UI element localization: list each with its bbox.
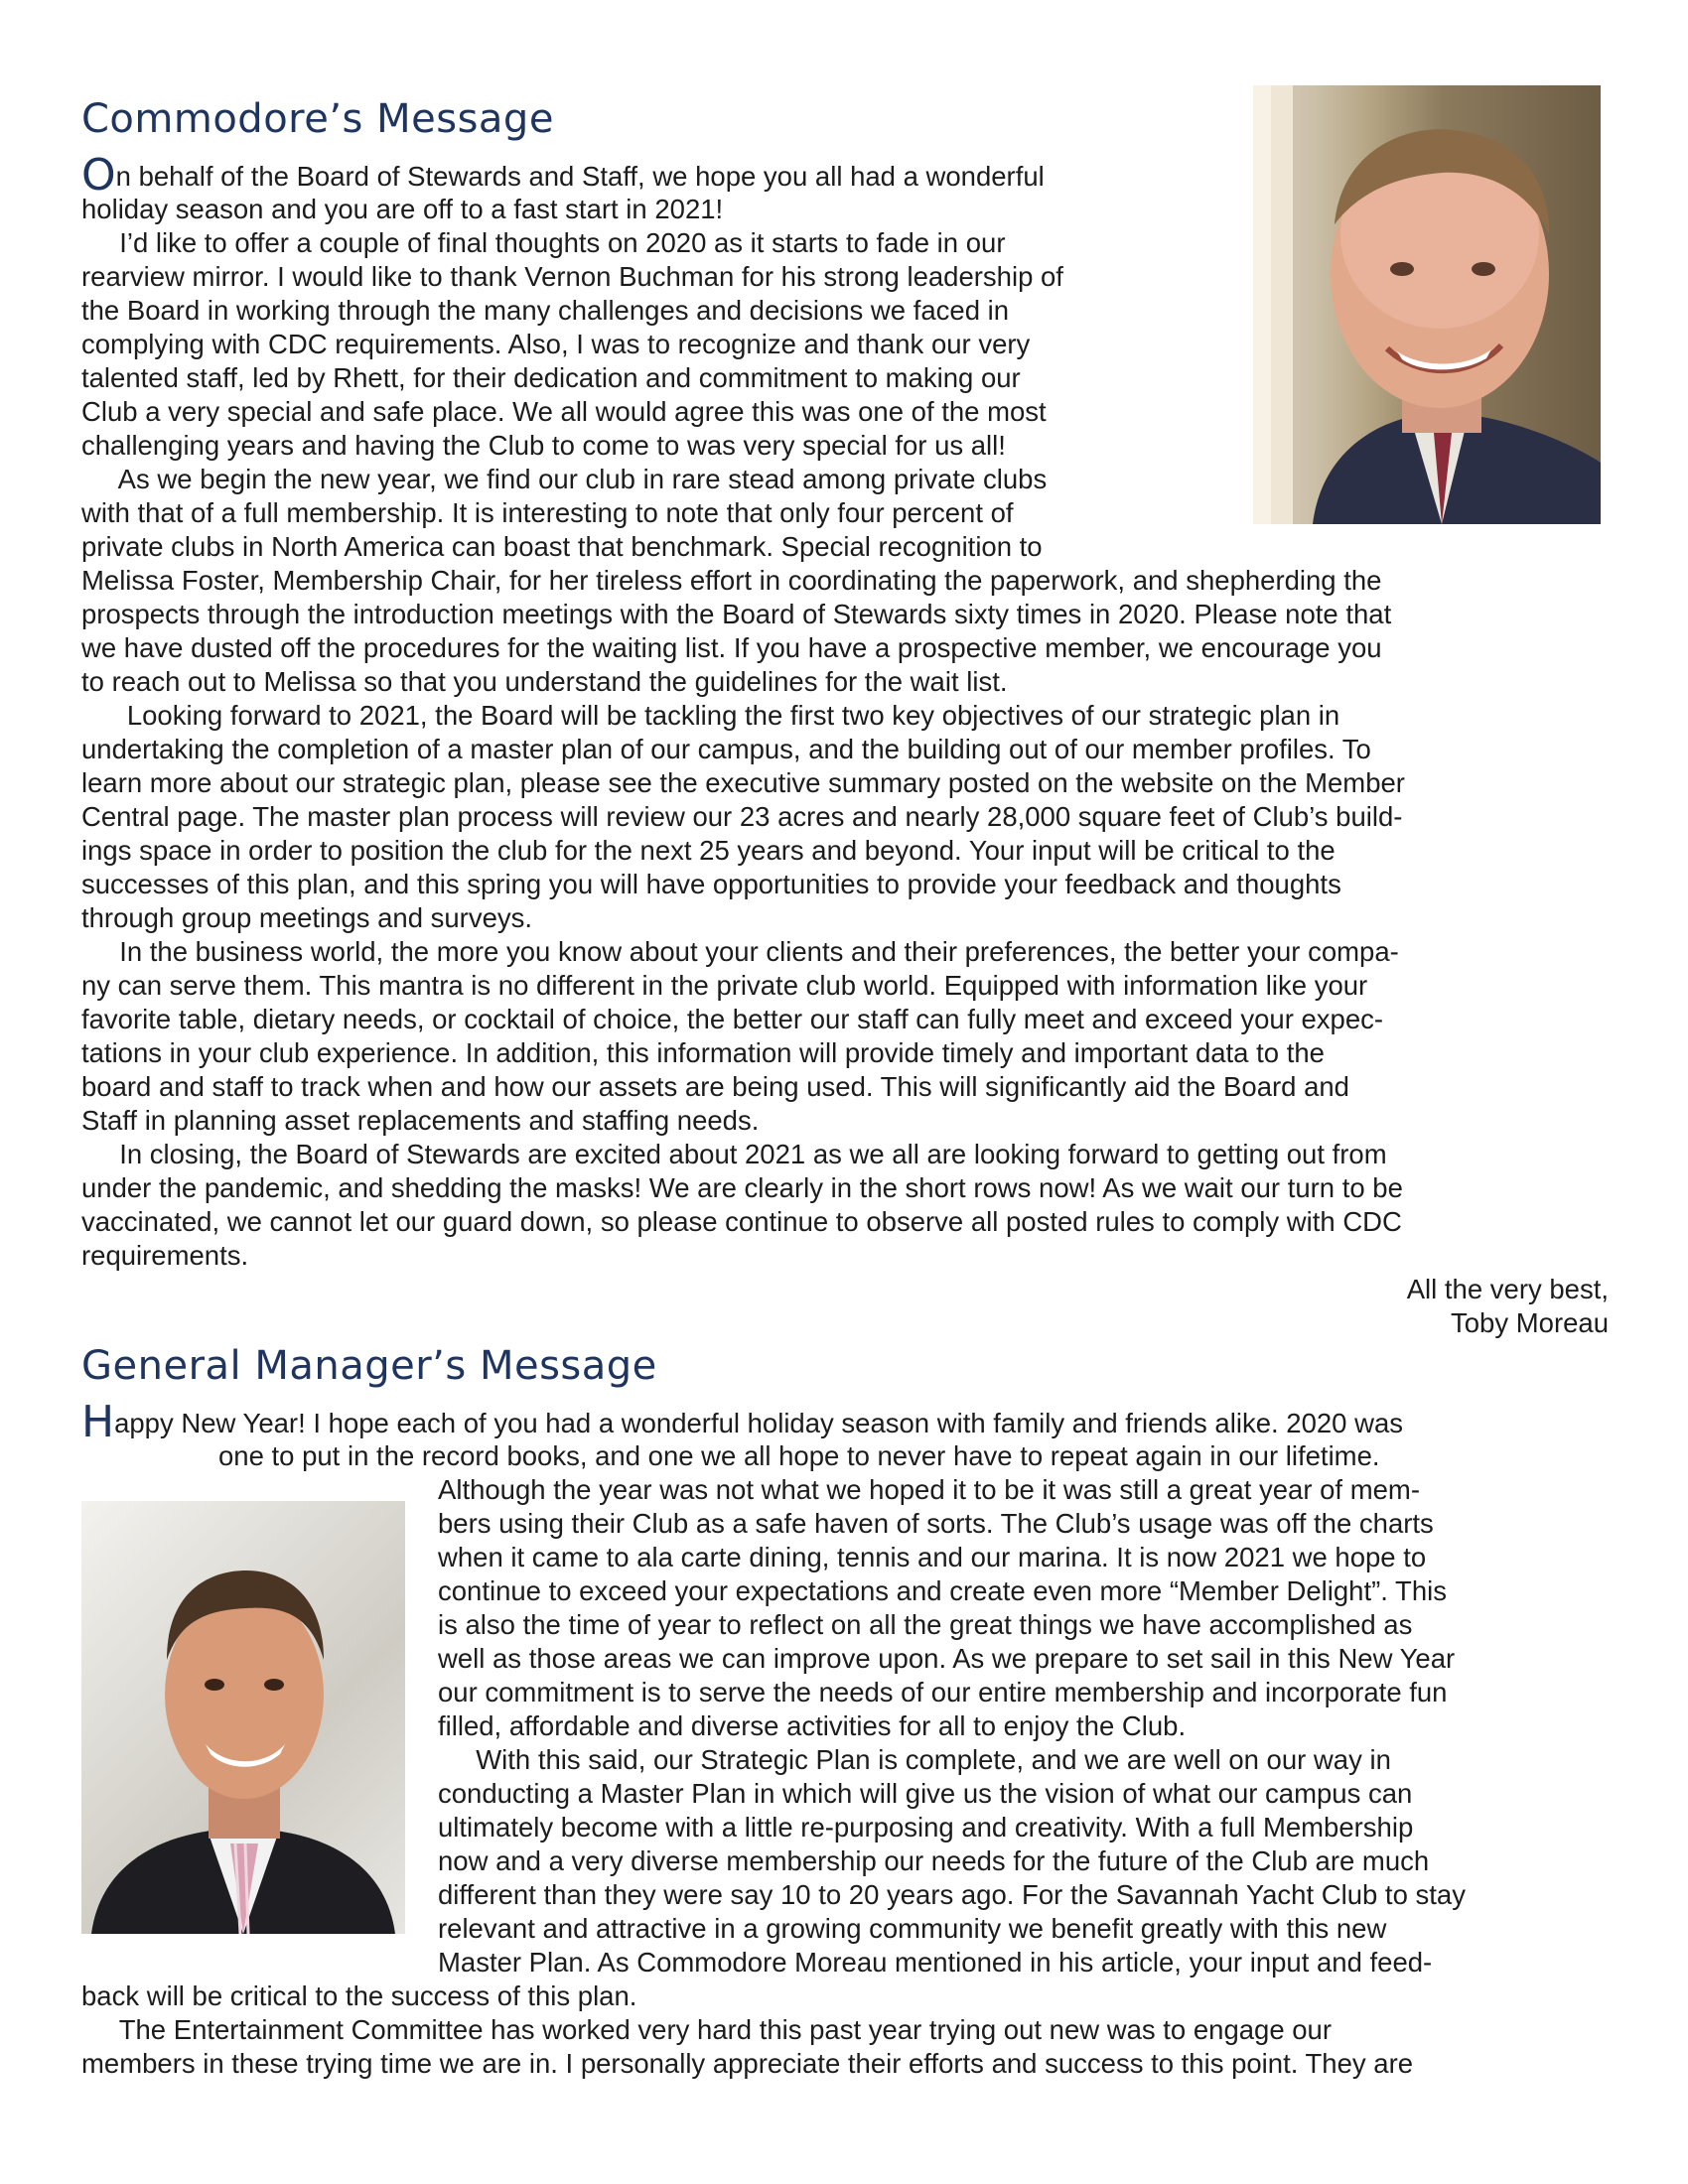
gm-line-14: now and a very diverse membership our needs for the future of the Club are much <box>438 1845 1430 1876</box>
gm-line-20: members in these trying time we are in. I personally appreciate their efforts and success to this point. They are <box>81 2048 1414 2079</box>
commodore-line-7: talented staff, led by Rhett, for their dedication and commitment to making our <box>81 362 1021 393</box>
gm-line-11: With this said, our Strategic Plan is complete, and we are well on our way in <box>438 1744 1391 1775</box>
commodore-line-27: tations in your club experience. In addition, this information will provide timely and important data to the <box>81 1037 1325 1068</box>
commodore-line-2: holiday season and you are off to a fast start in 2021! <box>81 194 724 224</box>
commodore-line-26: favorite table, dietary needs, or cocktail of choice, the better our staff can fully meet and exceed your expec- <box>81 1004 1384 1034</box>
commodore-line-14: prospects through the introduction meetings with the Board of Stewards sixty times in 2020. Please note that <box>81 599 1392 629</box>
gm-line-8: well as those areas we can improve upon. As we prepare to set sail in this New Year <box>438 1643 1456 1674</box>
commodore-line-23: through group meetings and surveys. <box>81 902 533 933</box>
gm-dropcap: H <box>81 1397 115 1447</box>
commodore-line-31: under the pandemic, and shedding the masks! We are clearly in the short rows now! As we wait our turn to be <box>81 1172 1403 1203</box>
gm-portrait <box>81 1501 405 1934</box>
commodore-line-13: Melissa Foster, Membership Chair, for her tireless effort in coordinating the paperwork, and shepherding the <box>81 565 1382 596</box>
commodore-line-6: complying with CDC requirements. Also, I was to recognize and thank our very <box>81 329 1031 359</box>
gm-line-2: one to put in the record books, and one we all hope to never have to repeat again in our lifetime. <box>218 1440 1380 1471</box>
gm-line-1 <box>81 1397 1403 1447</box>
commodore-line-12: private clubs in North America can boast that benchmark. Special recognition to <box>81 531 1043 562</box>
commodore-line-10: As we begin the new year, we find our club in rare stead among private clubs <box>81 464 1048 494</box>
commodore-line-1 <box>81 150 1045 201</box>
commodore-line-20: Central page. The master plan process will review our 23 acres and nearly 28,000 square feet of Club’s build- <box>81 801 1403 832</box>
commodore-line-28: board and staff to track when and how our assets are being used. This will significantly aid the Board and <box>81 1071 1349 1102</box>
gm-line-1-text: appy New Year! I hope each of you had a wonderful holiday season with family and friends alike. 2020 was <box>114 1408 1403 1438</box>
gm-line-6: continue to exceed your expectations and create even more “Member Delight”. This <box>438 1575 1447 1606</box>
commodore-line-15: we have dusted off the procedures for the waiting list. If you have a prospective member, we encourage you <box>81 632 1382 663</box>
commodore-line-30: In closing, the Board of Stewards are excited about 2021 as we all are looking forward to getting out from <box>81 1139 1387 1169</box>
commodore-signoff: All the very best, <box>1406 1274 1609 1304</box>
commodore-line-1-text: n behalf of the Board of Stewards and Staff, we hope you all had a wonderful <box>115 161 1045 192</box>
gm-line-3: Although the year was not what we hoped it to be it was still a great year of mem- <box>438 1474 1420 1505</box>
commodore-line-18: undertaking the completion of a master plan of our campus, and the building out of our member profiles. To <box>81 734 1371 764</box>
gm-line-4: bers using their Club as a safe haven of sorts. The Club’s usage was off the charts <box>438 1508 1434 1539</box>
gm-line-7: is also the time of year to reflect on all the great things we have accomplished as <box>438 1609 1413 1640</box>
gm-line-17: Master Plan. As Commodore Moreau mentioned in his article, your input and feed- <box>438 1947 1433 1978</box>
commodore-line-24: In the business world, the more you know about your clients and their preferences, the better your compa- <box>81 936 1399 967</box>
commodore-line-9: challenging years and having the Club to come to was very special for us all! <box>81 430 1006 461</box>
commodore-line-16: to reach out to Melissa so that you understand the guidelines for the wait list. <box>81 666 1008 697</box>
gm-line-18: back will be critical to the success of this plan. <box>81 1980 637 2011</box>
commodore-line-19: learn more about our strategic plan, please see the executive summary posted on the website on the Member <box>81 767 1405 798</box>
gm-line-9: our commitment is to serve the needs of our entire membership and incorporate fun <box>438 1677 1448 1707</box>
commodore-line-5: the Board in working through the many challenges and decisions we faced in <box>81 295 1010 326</box>
commodore-signature: Toby Moreau <box>1451 1307 1609 1338</box>
commodore-line-4: rearview mirror. I would like to thank Vernon Buchman for his strong leadership of <box>81 261 1063 292</box>
commodore-line-21: ings space in order to position the club for the next 25 years and beyond. Your input will be critical to the <box>81 835 1336 866</box>
gm-line-5: when it came to ala carte dining, tennis and our marina. It is now 2021 we hope to <box>438 1542 1427 1572</box>
gm-line-15: different than they were say 10 to 20 years ago. For the Savannah Yacht Club to stay <box>438 1879 1466 1910</box>
commodore-line-32: vaccinated, we cannot let our guard down, so please continue to observe all posted rules to comply with CDC <box>81 1206 1402 1237</box>
commodore-line-3: I’d like to offer a couple of final thoughts on 2020 as it starts to fade in our <box>81 227 1006 258</box>
commodore-line-29: Staff in planning asset replacements and staffing needs. <box>81 1105 760 1136</box>
commodore-line-22: successes of this plan, and this spring you will have opportunities to provide your feedback and thoughts <box>81 869 1341 899</box>
gm-line-16: relevant and attractive in a growing community we benefit greatly with this new <box>438 1913 1387 1944</box>
commodore-line-17: Looking forward to 2021, the Board will be tackling the first two key objectives of our strategic plan in <box>81 700 1340 731</box>
commodore-line-11: with that of a full membership. It is interesting to note that only four percent of <box>81 497 1014 528</box>
gm-portrait-image <box>81 1501 405 1934</box>
gm-line-13: ultimately become with a little re-purposing and creativity. With a full Membership <box>438 1812 1414 1843</box>
commodore-heading: Commodore’s Message <box>81 96 554 142</box>
commodore-portrait-image <box>1253 85 1601 524</box>
gm-line-10: filled, affordable and diverse activities for all to enjoy the Club. <box>438 1710 1187 1741</box>
gm-line-19: The Entertainment Committee has worked very hard this past year trying out new was to engage our <box>81 2014 1333 2045</box>
gm-line-12: conducting a Master Plan in which will give us the vision of what our campus can <box>438 1778 1413 1809</box>
gm-heading: General Manager’s Message <box>81 1343 657 1389</box>
commodore-line-8: Club a very special and safe place. We all would agree this was one of the most <box>81 396 1047 427</box>
commodore-line-33: requirements. <box>81 1240 249 1271</box>
commodore-dropcap: O <box>81 150 116 201</box>
commodore-portrait <box>1253 85 1601 524</box>
commodore-line-25: ny can serve them. This mantra is no different in the private club world. Equipped with information like your <box>81 970 1368 1001</box>
